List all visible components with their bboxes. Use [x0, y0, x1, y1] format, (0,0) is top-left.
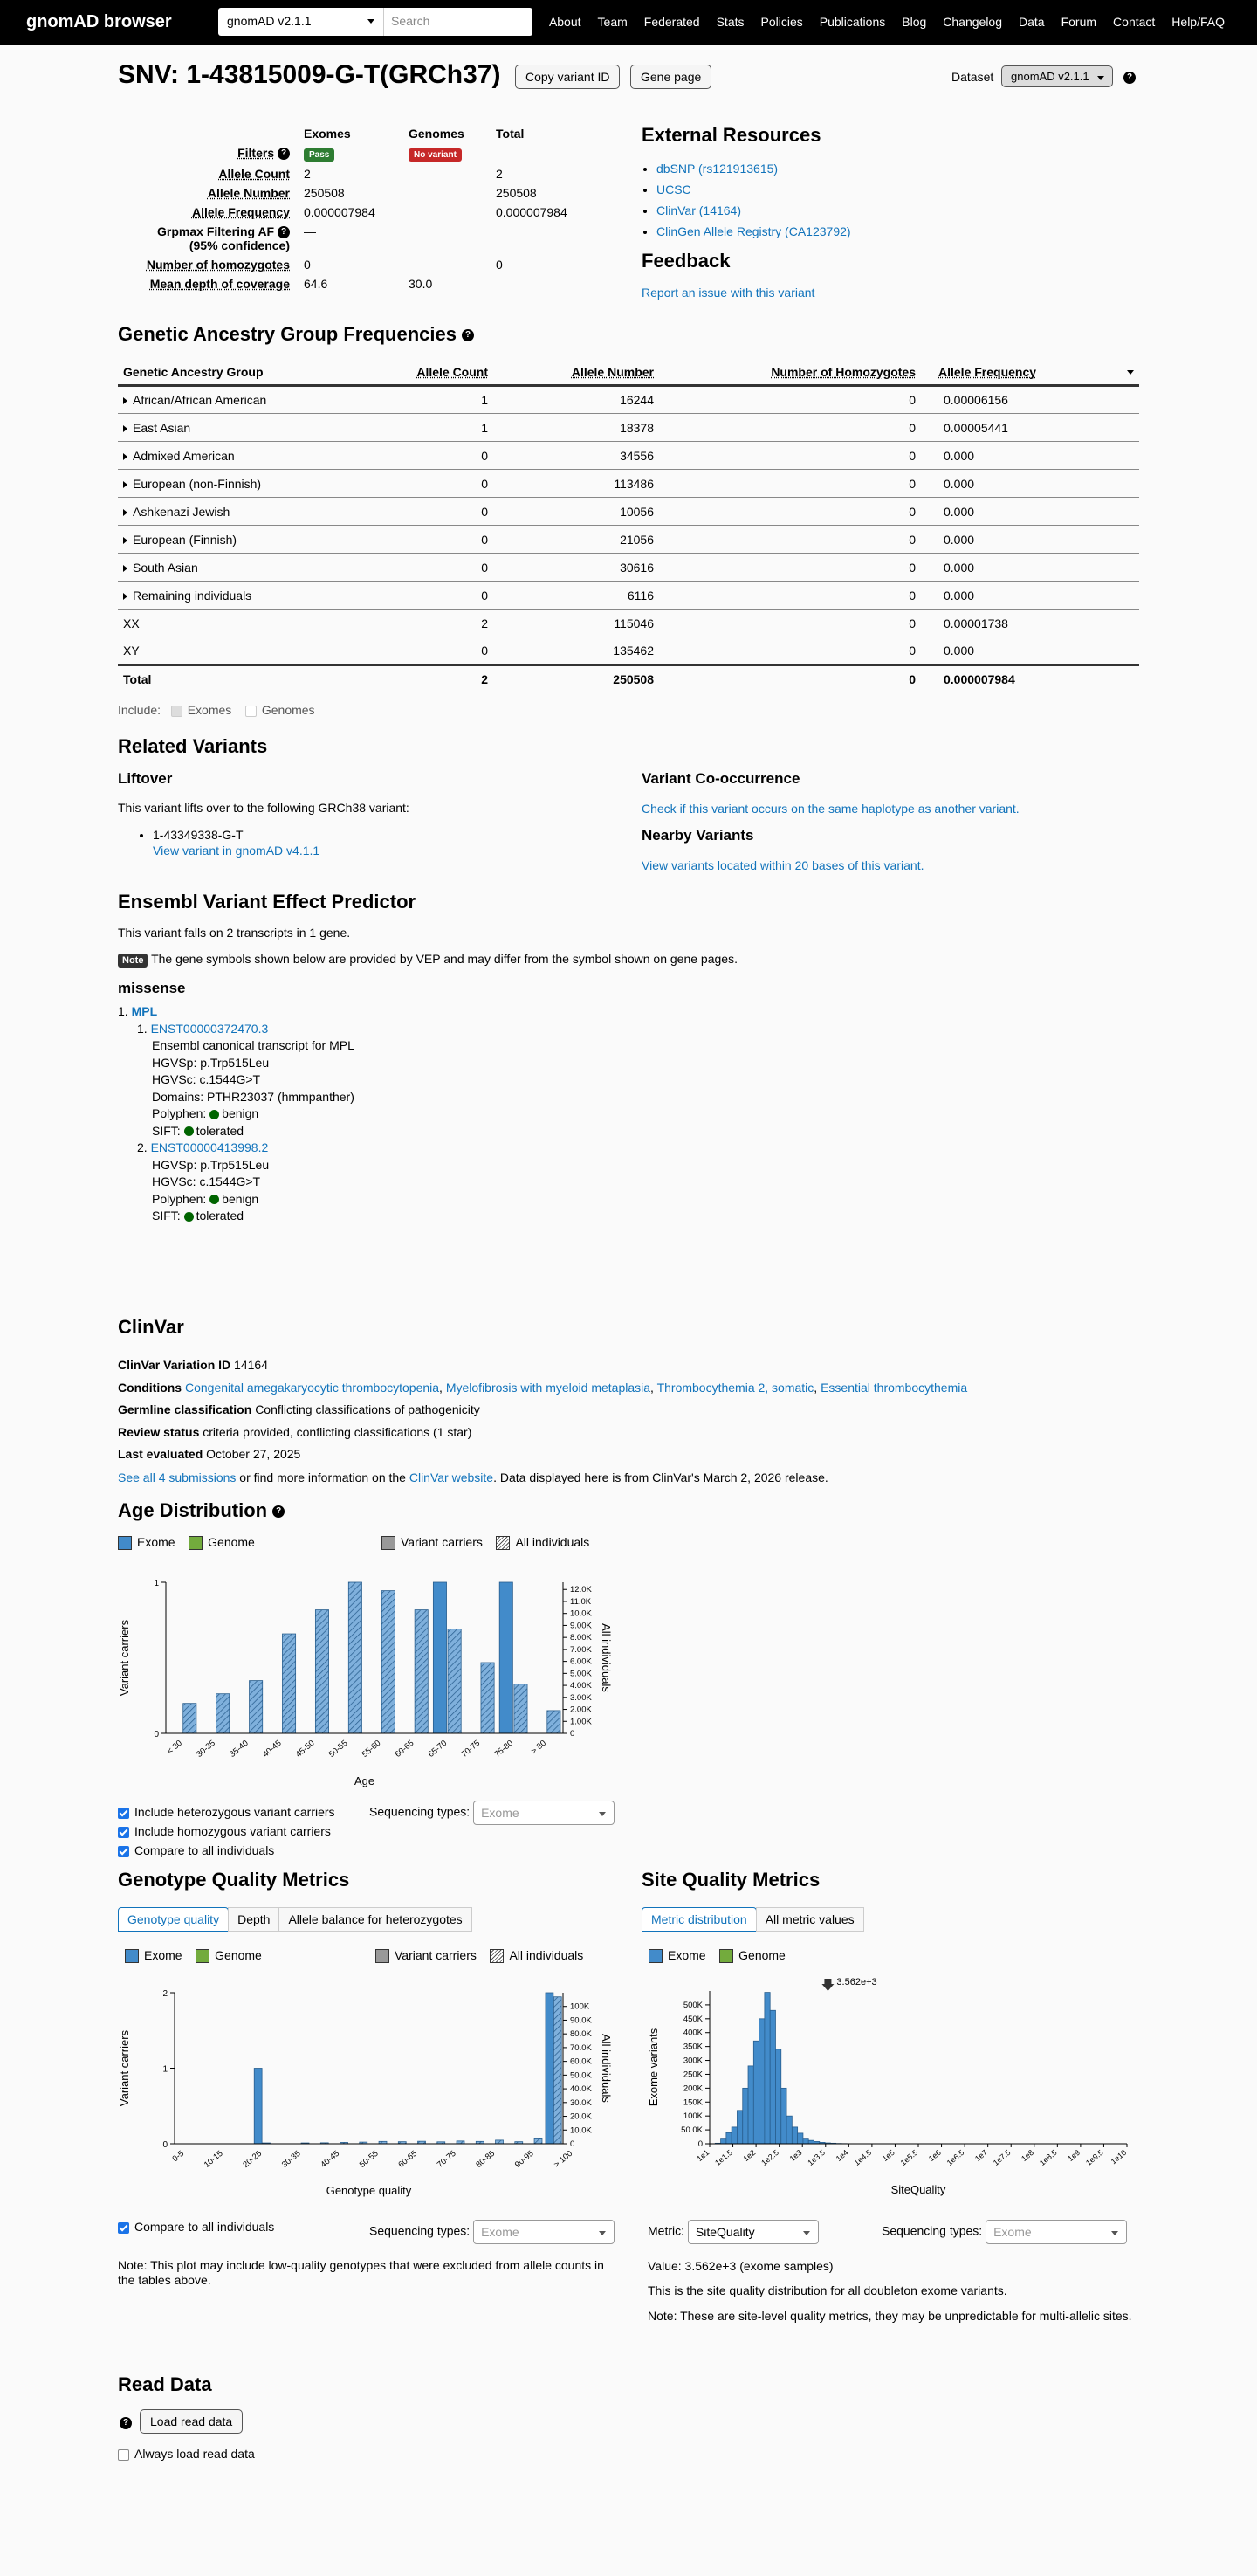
y2-tick-label: 90.0K [570, 2015, 592, 2026]
expand-icon[interactable] [123, 425, 127, 432]
y2-tick-label: 2.00K [570, 1705, 592, 1715]
x-tick-label: 1e5.5 [898, 2147, 920, 2168]
x-tick-label: < 30 [165, 1738, 184, 1757]
all-individuals-swatch [490, 1949, 504, 1963]
external-links [656, 159, 851, 243]
x-tick-label: 90-95 [512, 2148, 536, 2170]
all-individuals-bar [216, 1694, 230, 1733]
col-group[interactable]: Genetic Ancestry Group [123, 365, 264, 379]
x-tick-label: 70-75 [435, 2148, 458, 2170]
always-load-checkbox[interactable] [118, 2449, 129, 2461]
cooccurrence-title: Variant Co-occurrence [642, 770, 800, 787]
exome-swatch [125, 1949, 139, 1963]
transcript-link[interactable]: ENST00000413998.2 [150, 1140, 269, 1154]
page-title: SNV: 1-43815009-G-T(GRCh37) [118, 60, 501, 89]
col-exomes: Exomes [304, 127, 351, 141]
y2-tick-label: 8.00K [570, 1633, 592, 1643]
summary-row: Allele Number 250508 250508 [207, 186, 537, 200]
gene-page-button[interactable]: Gene page [630, 65, 711, 89]
value-marker-arrow-icon [821, 1979, 834, 1991]
col-total: Total [496, 127, 525, 141]
exome-swatch [649, 1949, 663, 1963]
search-input[interactable]: Search [391, 14, 430, 28]
y2-tick-label: 10.0K [570, 1608, 592, 1619]
dbsnp-link[interactable]: dbSNP (rs121913615) [656, 162, 779, 176]
y2-tick-label: 60.0K [570, 2056, 592, 2067]
all-individuals-bar [250, 1681, 263, 1733]
dataset-selector[interactable]: gnomAD v2.1.1 [218, 8, 384, 36]
genotype-quality-chart [118, 1973, 624, 2209]
x-tick-label: 1e6 [926, 2147, 943, 2164]
exome-bar [433, 1582, 446, 1733]
tab-allele-balance[interactable]: Allele balance for heterozygotes [278, 1907, 471, 1932]
nearby-variants-link[interactable]: View variants located within 20 bases of this variant. [642, 858, 924, 872]
nav-link[interactable]: Publications [819, 15, 886, 29]
x-tick-label: 1e2 [741, 2147, 758, 2164]
y2-tick-label: 5.00K [570, 1669, 592, 1679]
clinvar-title: ClinVar [118, 1316, 184, 1338]
x-tick-label: 30-35 [195, 1738, 217, 1760]
chevron-down-icon [1097, 76, 1104, 80]
tab-metric-distribution[interactable]: Metric distribution [642, 1907, 757, 1932]
x-tick-label: 1e1 [695, 2147, 711, 2164]
condition-link[interactable]: Myelofibrosis with myeloid metaplasia [445, 1380, 651, 1395]
brand-logo[interactable]: gnomAD browser [26, 12, 172, 31]
histogram-bar [759, 2019, 765, 2144]
histogram-bar [721, 2139, 726, 2144]
age-distribution-title: Age Distribution ? [118, 1499, 285, 1522]
y2-tick-label: 30.0K [570, 2097, 592, 2108]
y-axis-label: Variant carriers [118, 1619, 131, 1697]
vep-intro: This variant falls on 2 transcripts in 1 gene. [118, 926, 351, 940]
y2-tick-label: 80.0K [570, 2029, 592, 2040]
y-tick-label: 150K [683, 2097, 703, 2108]
site-quality-chart [642, 1973, 1139, 2209]
y-tick-label: 450K [683, 2014, 703, 2024]
y2-tick-label: 3.00K [570, 1692, 592, 1703]
y2-tick-label: 0 [570, 1729, 575, 1739]
x-tick-label: 55-60 [360, 1738, 383, 1760]
gene-link[interactable]: MPL [131, 1004, 158, 1018]
gq-tabs [118, 1907, 471, 1932]
dataset-search-box [218, 8, 532, 36]
expand-icon[interactable] [123, 565, 127, 572]
expand-icon[interactable] [123, 397, 127, 404]
sequencing-type-select[interactable]: Exome [986, 2220, 1127, 2244]
table-row[interactable]: European (non-Finnish) 0 113486 0 0.000 [118, 470, 1139, 498]
x-tick-label: 1e4.5 [852, 2147, 874, 2168]
dataset-label: Dataset [951, 70, 994, 84]
related-variants-title: Related Variants [118, 735, 268, 757]
y-tick-label: 250K [683, 2070, 703, 2080]
x-tick-label: 45-50 [293, 1738, 317, 1760]
y-axis-label: Variant carriers [118, 2029, 131, 2107]
x-axis-label: SiteQuality [890, 2183, 946, 2196]
histogram-bar [803, 2139, 808, 2144]
age-legend: Exome Genome [118, 1535, 255, 1550]
all-individuals-bar [415, 1610, 428, 1733]
y-tick-label: 500K [683, 2000, 703, 2010]
gq-seq-types: Sequencing types: Exome [369, 2220, 615, 2244]
x-tick-label: 1e3 [787, 2147, 804, 2164]
all-individuals-bar [381, 1591, 395, 1733]
col-allele-number[interactable]: Allele Number [571, 365, 654, 379]
het-carriers-checkbox[interactable] [118, 1808, 129, 1819]
expand-icon[interactable] [123, 537, 127, 544]
y2-tick-label: 6.00K [570, 1656, 592, 1667]
table-row[interactable]: European (Finnish) 0 21056 0 0.000 [118, 526, 1139, 554]
histogram-bar [798, 2133, 803, 2144]
expand-icon[interactable] [123, 509, 127, 516]
all-individuals-bar [183, 1704, 196, 1733]
sq-legend: Exome Genome [649, 1948, 786, 1963]
external-resources-title: External Resources [642, 124, 821, 146]
sq-value: Value: 3.562e+3 (exome samples) [648, 2259, 834, 2273]
tab-genotype-quality[interactable]: Genotype quality [118, 1907, 229, 1932]
y2-axis-label: All individuals [600, 1623, 613, 1692]
x-tick-label: 60-65 [396, 2148, 420, 2170]
x-tick-label: > 80 [529, 1738, 548, 1757]
transcript-link[interactable]: ENST00000372470.3 [150, 1021, 269, 1036]
x-tick-label: 1e8.5 [1037, 2147, 1059, 2168]
y-tick-label: 350K [683, 2042, 703, 2052]
histogram-bar [753, 2041, 759, 2144]
clinvar-footer: See all 4 submissions or find more information on the ClinVar website. Data displayed here is from ClinVar's March 2, 2026 release. [118, 1471, 828, 1484]
metric-select[interactable]: SiteQuality [688, 2220, 819, 2244]
x-tick-label: 1e7 [973, 2147, 989, 2164]
y-tick-label: 200K [683, 2084, 703, 2094]
table-row[interactable]: South Asian 0 30616 0 0.000 [118, 554, 1139, 582]
x-tick-label: 1e9.5 [1084, 2147, 1105, 2168]
y-tick-label: 0 [154, 1730, 159, 1739]
age-distribution-chart [118, 1560, 624, 1796]
nav-link[interactable]: Team [597, 15, 628, 29]
table-row: XX 2 115046 0 0.00001738 [118, 610, 1139, 637]
y-tick-label: 400K [683, 2028, 703, 2038]
nav-link[interactable]: About [548, 15, 581, 29]
transcript-list: 1. MPL 1. ENST00000372470.3 Ensembl canonical transcript for MPL HGVSp: p.Trp515Leu HGVSc: c.1544G>T Domains: PTHR23037 (hmmpanther) Polyphen: benign SIFT: tolerated 2. ENST00000413998.2 HGVSp: p.Trp515Leu HGVSc: c.1544G>T Polyphen: benign SIFT: tolerated [118, 1004, 354, 1223]
condition-link[interactable]: Congenital amegakaryocytic thrombocytopenia [185, 1380, 440, 1395]
benign-dot-icon [210, 1110, 219, 1119]
x-axis-label: Genotype quality [326, 2184, 412, 2197]
nav-link[interactable]: Help/FAQ [1171, 15, 1225, 29]
always-load-option: Always load read data [118, 2447, 255, 2461]
sequencing-type-select[interactable]: Exome [473, 1801, 615, 1825]
y-tick-label: 100K [683, 2111, 703, 2122]
x-tick-label: 1e8 [1020, 2147, 1036, 2164]
x-tick-label: 1e1.5 [713, 2147, 734, 2168]
y2-tick-label: 50.0K [570, 2070, 592, 2081]
total-row: Total 2 250508 0 0.000007984 [118, 665, 1139, 693]
all-individuals-bar [448, 1629, 461, 1733]
all-individuals-swatch [496, 1536, 510, 1550]
clinvar-link[interactable]: ClinVar (14164) [656, 203, 742, 217]
all-individuals-bar [553, 1997, 561, 2144]
expand-icon[interactable] [123, 481, 127, 488]
genome-filter-badge: No variant [409, 148, 462, 162]
nav-link[interactable]: Forum [1061, 15, 1097, 29]
site-quality-title: Site Quality Metrics [642, 1869, 821, 1891]
carriers-swatch [381, 1536, 395, 1550]
top-nav-bar [0, 0, 1257, 45]
value-marker-label: 3.562e+3 [836, 1977, 877, 1987]
frequencies-title: Genetic Ancestry Group Frequencies ? [118, 323, 474, 346]
include-exomes-checkbox[interactable] [171, 706, 182, 717]
table-row[interactable]: Remaining individuals 0 6116 0 0.000 [118, 582, 1139, 610]
x-tick-label: 1e10 [1109, 2147, 1129, 2166]
summary-row: Mean depth of coverage 64.6 30.0 [149, 277, 433, 292]
report-issue-link[interactable]: Report an issue with this variant [642, 286, 815, 300]
clinvar-website-link[interactable]: ClinVar website [409, 1471, 494, 1484]
x-tick-label: 1e5 [880, 2147, 896, 2164]
sq-description: This is the site quality distribution for all doubleton exome variants. [648, 2283, 1007, 2297]
summary-row: Allele Frequency 0.000007984 0.000007984 [191, 205, 567, 219]
exome-bar [499, 1582, 512, 1733]
y-tick-label: 0 [162, 2140, 168, 2150]
dataset-dropdown[interactable]: gnomAD v2.1.1 [1001, 65, 1113, 87]
y-tick-label: 2 [162, 1989, 168, 1999]
nav-link[interactable]: Federated [643, 15, 700, 29]
histogram-bar [726, 2132, 732, 2144]
histogram-bar [748, 2066, 753, 2144]
histogram-bar [808, 2140, 814, 2144]
compare-all-checkbox[interactable] [118, 2222, 129, 2234]
x-tick-label: 40-45 [260, 1738, 284, 1760]
table-row[interactable]: Admixed American 0 34556 0 0.000 [118, 442, 1139, 470]
y2-tick-label: 70.0K [570, 2042, 592, 2053]
expand-icon[interactable] [123, 593, 127, 600]
condition-link[interactable]: Thrombocythemia 2, somatic [656, 1380, 814, 1395]
table-row[interactable]: African/African American 1 16244 0 0.00006156 [118, 386, 1139, 414]
nav-link[interactable]: Changelog [943, 15, 1003, 29]
genome-swatch [196, 1949, 210, 1963]
y2-tick-label: 4.00K [570, 1681, 592, 1691]
cooccurrence-link[interactable]: Check if this variant occurs on the same haplotype as another variant. [642, 802, 1020, 816]
x-tick-label: 1e6.5 [944, 2147, 966, 2168]
frequency-table [118, 360, 1139, 693]
summary-row: Grpmax Filtering AF ? (95% confidence) — [157, 224, 316, 253]
sq-seq-types: Sequencing types: Exome [882, 2220, 1127, 2244]
help-icon[interactable]: ? [278, 226, 290, 238]
gq-legend: Exome Genome [125, 1948, 262, 1963]
nav-link[interactable]: Data [1019, 15, 1045, 29]
tab-all-metric-values[interactable]: All metric values [756, 1907, 864, 1932]
clingen-link[interactable]: ClinGen Allele Registry (CA123792) [656, 224, 851, 238]
include-options: Include: Exomes Genomes [118, 703, 315, 717]
x-tick-label: > 100 [552, 2148, 575, 2170]
read-data-title: Read Data [118, 2373, 212, 2395]
hom-carriers-checkbox[interactable] [118, 1827, 129, 1838]
histogram-bar [737, 2111, 742, 2144]
help-icon[interactable]: ? [462, 329, 474, 341]
histogram-bar [732, 2127, 737, 2144]
chevron-down-icon [367, 19, 374, 24]
col-genomes: Genomes [409, 127, 464, 141]
variant-summary-table [118, 124, 611, 293]
age-legend-2: Variant carriers All individuals [381, 1535, 589, 1550]
all-individuals-bar [481, 1663, 494, 1733]
gq-legend-2: Variant carriers All individuals [375, 1948, 583, 1963]
x-tick-label: 1e7.5 [991, 2147, 1013, 2168]
nav-link[interactable]: Contact [1113, 15, 1156, 29]
x-tick-label: 1e9 [1066, 2147, 1082, 2164]
tolerated-dot-icon [184, 1126, 194, 1136]
expand-icon[interactable] [123, 453, 127, 460]
histogram-bar [770, 2010, 775, 2144]
carriers-swatch [375, 1949, 389, 1963]
genotype-quality-title: Genotype Quality Metrics [118, 1869, 350, 1891]
liftover-text: This variant lifts over to the following GRCh38 variant: [118, 801, 409, 815]
feedback-title: Feedback [642, 250, 731, 272]
x-tick-label: 70-75 [459, 1738, 483, 1760]
y-tick-label: 300K [683, 2056, 703, 2066]
y-tick-label: 0 [697, 2139, 703, 2149]
y2-tick-label: 20.0K [570, 2111, 592, 2122]
compare-all-checkbox[interactable] [118, 1846, 129, 1857]
x-tick-label: 30-35 [279, 2148, 303, 2170]
y2-axis-label: All individuals [600, 2034, 613, 2103]
vep-note: Note The gene symbols shown below are provided by VEP and may differ from the symbol shown on gene pages. [118, 952, 738, 966]
sequencing-type-select[interactable]: Exome [473, 2220, 615, 2244]
y-tick-label: 50.0K [681, 2125, 703, 2136]
age-seq-types: Sequencing types: Exome [369, 1801, 615, 1825]
gq-compare-option: Compare to all individuals [118, 2220, 274, 2234]
x-tick-label: 35-40 [228, 1738, 251, 1760]
exome-filter-badge: Pass [304, 148, 334, 162]
all-individuals-bar [514, 1684, 527, 1733]
x-tick-label: 20-25 [241, 2148, 264, 2170]
x-tick-label: 1e2.5 [759, 2147, 780, 2168]
condition-link[interactable]: Essential thrombocythemia [821, 1380, 968, 1395]
help-icon[interactable]: ? [1123, 72, 1136, 84]
sq-note: Note: These are site-level quality metrics, they may be unpredictable for multi-allelic sites. [648, 2309, 1132, 2323]
x-tick-label: 10-15 [202, 2148, 225, 2170]
histogram-bar [775, 2049, 780, 2144]
nearby-variants-title: Nearby Variants [642, 827, 754, 844]
benign-dot-icon [210, 1195, 219, 1204]
x-tick-label: 1e3.5 [806, 2147, 828, 2168]
age-options: Include heterozygous variant carriers Include homozygous variant carriers Compare to all individuals [118, 1802, 335, 1860]
all-individuals-bar [348, 1582, 361, 1733]
x-tick-label: 50-55 [326, 1738, 350, 1760]
genome-swatch [189, 1536, 203, 1550]
y-tick-label: 1 [154, 1579, 159, 1588]
col-homozygotes[interactable]: Number of Homozygotes [771, 365, 916, 379]
y2-tick-label: 9.00K [570, 1621, 592, 1631]
x-tick-label: 0-5 [170, 2148, 187, 2165]
gq-note: Note: This plot may include low-quality genotypes that were excluded from allele counts in the tables above. [118, 2258, 604, 2287]
histogram-bar [786, 2116, 792, 2144]
x-axis-label: Age [354, 1774, 375, 1787]
x-tick-label: 50-55 [357, 2148, 381, 2170]
nav-link[interactable]: Stats [716, 15, 745, 29]
x-tick-label: 65-70 [426, 1738, 450, 1760]
liftover-title: Liftover [118, 770, 173, 787]
tolerated-dot-icon [184, 1212, 194, 1222]
sq-tabs [642, 1907, 863, 1932]
clinvar-details: ClinVar Variation ID 14164 Conditions Congenital amegakaryocytic thrombocytopenia, Myelofibrosis with myeloid metaplasia, Thrombocythemia 2, somatic, Essential thrombocythemia Germline classification Conflicting classifications of pathogenicity Review status criteria provided, conflicting classifications (1 star) Last evaluated October 27, 2025 [118, 1358, 968, 1461]
filters-label: Filters [237, 146, 275, 160]
all-individuals-bar [315, 1610, 328, 1733]
summary-row: Allele Count 2 2 [218, 167, 503, 181]
y2-tick-label: 12.0K [570, 1585, 592, 1595]
genome-swatch [719, 1949, 733, 1963]
summary-row: Number of homozygotes 0 0 [146, 258, 503, 272]
histogram-bar [765, 1993, 770, 2144]
all-individuals-bar [534, 2138, 542, 2144]
all-individuals-bar [547, 1711, 560, 1733]
help-icon[interactable]: ? [278, 148, 290, 160]
load-read-data-button[interactable]: Load read data [140, 2409, 243, 2434]
y2-tick-label: 10.0K [570, 2125, 592, 2136]
histogram-bar [781, 2088, 786, 2144]
x-tick-label: 75-80 [492, 1738, 516, 1760]
metric-select-group: Metric: SiteQuality [648, 2220, 819, 2244]
y2-tick-label: 1.00K [570, 1717, 592, 1727]
all-individuals-bar [282, 1634, 295, 1733]
table-row[interactable]: East Asian 1 18378 0 0.00005441 [118, 414, 1139, 442]
note-badge: Note [118, 954, 148, 968]
table-row[interactable]: Ashkenazi Jewish 0 10056 0 0.000 [118, 498, 1139, 526]
x-tick-label: 40-45 [319, 2148, 342, 2170]
view-v4-link[interactable]: View variant in gnomAD v4.1.1 [153, 844, 320, 858]
y2-tick-label: 40.0K [570, 2084, 592, 2095]
include-genomes-checkbox[interactable] [245, 706, 257, 717]
sort-desc-icon[interactable] [1127, 370, 1134, 375]
y2-tick-label: 7.00K [570, 1644, 592, 1655]
vep-title: Ensembl Variant Effect Predictor [118, 891, 416, 913]
x-tick-label: 1e4 [834, 2147, 850, 2164]
ucsc-link[interactable]: UCSC [656, 183, 691, 196]
nav-link[interactable]: Policies [760, 15, 803, 29]
all-individuals-bar [496, 2140, 504, 2144]
x-tick-label: 80-85 [474, 2148, 498, 2170]
help-icon[interactable]: ? [272, 1505, 285, 1518]
nav-link[interactable]: Blog [902, 15, 927, 29]
exome-swatch [118, 1536, 132, 1550]
y2-tick-label: 0 [570, 2139, 575, 2149]
y-axis-label: Exome variants [647, 2028, 660, 2107]
copy-variant-id-button[interactable]: Copy variant ID [515, 65, 620, 89]
help-icon[interactable]: ? [120, 2417, 132, 2429]
col-allele-count[interactable]: Allele Count [416, 365, 488, 379]
histogram-bar [743, 2088, 748, 2144]
y2-tick-label: 11.0K [570, 1596, 592, 1607]
see-submissions-link[interactable]: See all 4 submissions [118, 1471, 237, 1484]
histogram-bar [792, 2127, 797, 2144]
exome-bar [546, 1993, 553, 2144]
x-tick-label: 60-65 [393, 1738, 416, 1760]
liftover-list: • 1-43349338-G-T View variant in gnomAD v4.1.1 [153, 827, 319, 860]
y-tick-label: 1 [162, 2064, 168, 2075]
consequence-title: missense [118, 980, 186, 996]
nav-links [549, 15, 1225, 29]
col-allele-frequency[interactable]: Allele Frequency [938, 365, 1037, 379]
exome-bar [254, 2069, 262, 2145]
table-row: XY 0 135462 0 0.000 [118, 637, 1139, 665]
tab-depth[interactable]: Depth [228, 1907, 279, 1932]
y2-tick-label: 100K [570, 2001, 590, 2012]
